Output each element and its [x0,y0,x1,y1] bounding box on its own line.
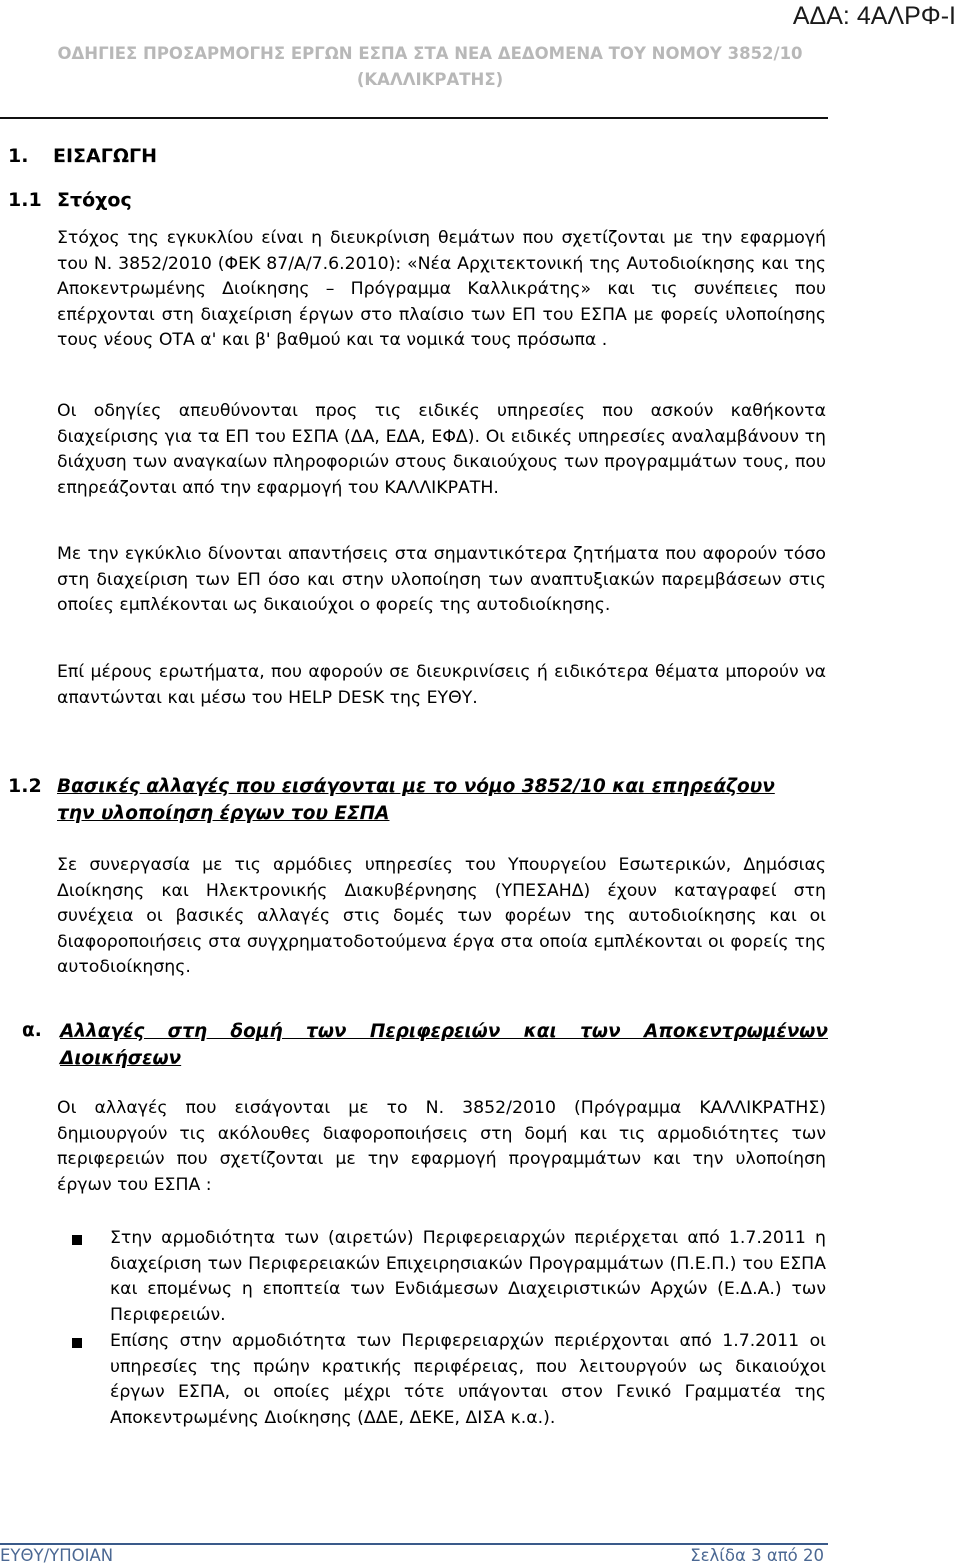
section-1-1-title: Στόχος [57,189,132,211]
section-1-1-number: 1.1 [8,189,42,211]
section-1-2-title [57,773,832,827]
subsection-a-marker: α. [22,1020,42,1041]
section-1-2-title-line1: Βασικές αλλαγές που εισάγονται με το νόμο 3852/10 και επηρεάζουν [57,776,775,797]
bullet-square-icon [72,1235,82,1245]
bullet-item-1: Στην αρμοδιότητα των (αιρετών) Περιφερειαρχών περιέρχεται από 1.7.2011 η διαχείριση των Περιφερειακών Επιχειρησιακών Προγραμμάτων (Π.Ε.Π.) του ΕΣΠΑ και επομένως η εποπτεία των Ενδιάμεσων Διαχειριστικών Αρχών (Ε.Δ.Α.) των Περιφερειών. [110,1228,826,1325]
footer-page-number: Σελίδα 3 από 20 [690,1546,824,1565]
running-header-line1: ΟΔΗΓΙΕΣ ΠΡΟΣΑΡΜΟΓΗΣ ΕΡΓΩΝ ΕΣΠΑ ΣΤΑ ΝΕΑ ΔΕΔΟΜΕΝΑ ΤΟΥ ΝΟΜΟΥ 3852/10 [57,44,803,63]
bullet-square-icon [72,1338,82,1348]
section-1-number: 1. [8,145,29,167]
objective-paragraph-2: Οι οδηγίες απευθύνονται προς τις ειδικές υπηρεσίες που ασκούν καθήκοντα διαχείρισης για τα ΕΠ του ΕΣΠΑ (ΔΑ, ΕΔΑ, ΕΦΔ). Οι ειδικές υπηρεσίες αναλαμβάνουν τη διάχυση των αναγκαίων πληροφοριών στους δικαιούχους των προγραμμάτων τους, που επηρεάζονται από την εφαρμογή του ΚΑΛΛΙΚΡΑΤΗ. [57,401,826,498]
subsection-a-title-line2: Διοικήσεων [60,1048,182,1069]
footer-department: ΕΥΘΥ/ΥΠΟΙΑΝ [0,1546,114,1565]
objective-paragraph-3: Με την εγκύκλιο δίνονται απαντήσεις στα σημαντικότερα ζητήματα που αφορούν τόσο στη διαχείριση των ΕΠ όσο και στην υλοποίηση των αναπτυξιακών παρεμβάσεων στις οποίες εμπλέκονται ως δικαιούχοι ο φορείς της αυτοδιοίκησης. [57,544,826,616]
section-1-title: ΕΙΣΑΓΩΓΗ [53,145,157,167]
running-header-line2: (ΚΑΛΛΙΚΡΑΤΗΣ) [356,70,504,89]
bullet-item-2: Επίσης στην αρμοδιότητα των Περιφερειαρχών περιέρχονται από 1.7.2011 οι υπηρεσίες της πρώην κρατικής περιφέρειας, που λειτουργούν ως δικαιούχοι έργων ΕΣΠΑ, οι οποίες μέχρι τότε υπάγονται στον Γενικό Γραμματέα της Αποκεντρωμένης Διοίκησης (ΔΔΕ, ΔΕΚΕ, ΔΙΣΑ κ.α.). [110,1331,826,1428]
changes-intro-paragraph: Σε συνεργασία με τις αρμόδιες υπηρεσίες του Υπουργείου Εσωτερικών, Δημόσιας Διοίκησης και Ηλεκτρονικής Διακυβέρνησης (ΥΠΕΣΑΗΔ) έχουν καταγραφεί στη συνέχεια οι βασικές αλλαγές στις δομές των φορέων της αυτοδιοίκησης και οι διαφοροποιήσεις στα συγχρηματοδοτούμενα έργα στα οποία εμπλέκονται οι φορείς της αυτοδιοίκησης. [57,855,826,978]
section-1-1-heading [8,189,132,211]
section-1-2-number: 1.2 [8,775,42,797]
section-1-heading [8,145,157,167]
regions-changes-paragraph: Οι αλλαγές που εισάγονται με το Ν. 3852/2010 (Πρόγραμμα ΚΑΛΛΙΚΡΑΤΗΣ) δημιουργούν τις ακόλουθες διαφοροποιήσεις στη δομή και τις αρμοδιότητες των περιφερειών που σχετίζονται με την εφαρμογή προγραμμάτων και την υλοποίηση έργων του ΕΣΠΑ : [57,1098,826,1195]
subsection-a-title-line1: Αλλαγές στη δομή των Περιφερειών και των Αποκεντρωμένων [60,1021,828,1042]
header-divider [0,117,828,119]
section-1-2-title-line2: την υλοποίηση έργων του ΕΣΠΑ [57,803,390,824]
footer-divider [0,1543,828,1545]
document-id-stamp: ΑΔΑ: 4ΑΛΡΦ-Ι [792,2,956,30]
objective-paragraph-1: Στόχος της εγκυκλίου είναι η διευκρίνιση θεμάτων που σχετίζονται με την εφαρμογή του Ν. 3852/2010 (ΦΕΚ 87/Α/7.6.2010): «Νέα Αρχιτεκτονική της Αυτοδιοίκησης και της Αποκεντρωμένης Διοίκησης – Πρόγραμμα Καλλικράτης» και τις συνέπειες που επέρχονται στη διαχείριση έργων στο πλαίσιο των ΕΠ του ΕΣΠΑ με φορείς υλοποίησης τους νέους ΟΤΑ α' και β' βαθμού και τα νομικά τους πρόσωπα . [57,228,826,351]
objective-paragraph-4: Επί μέρους ερωτήματα, που αφορούν σε διευκρινίσεις ή ειδικότερα θέματα μπορούν να απαντώνται και μέσω του HELP DESK της ΕΥΘΥ. [57,662,826,708]
subsection-a-title [60,1018,828,1072]
